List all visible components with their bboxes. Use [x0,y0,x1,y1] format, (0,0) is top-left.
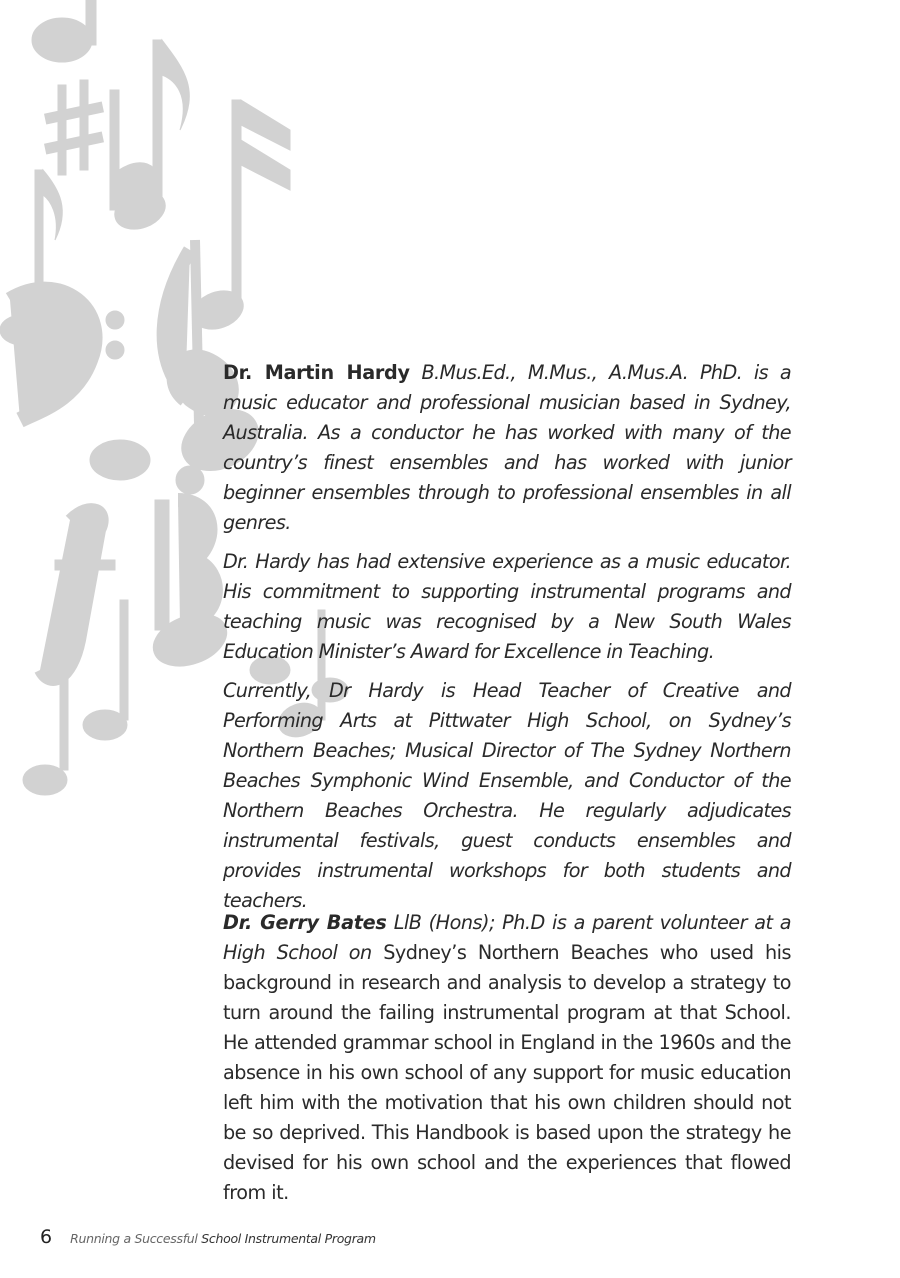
bio-gerry-bates [223,908,791,1208]
bio-paragraph [223,358,791,538]
page-footer [40,1226,376,1250]
running-title [70,1231,376,1246]
note-head-mid-icon [90,440,150,480]
bio-paragraph: Dr. Hardy has had extensive experience as a music educator. His commitment to supporting instrumental programs and teaching music was recognised by a New South Wales Education Minister’s Award for Excellence in Teaching. [223,550,791,663]
running-title-light: Running a Successful [70,1231,198,1246]
forte-sign-icon [40,509,115,680]
bio-credentials: LlB (Hons); Ph.D is a parent volunteer at a High School on [223,911,791,964]
beamed-pair-icon [146,500,234,676]
eighth-note-icon [109,40,189,236]
bio-paragraph [223,908,791,1208]
bio-paragraph: Currently, Dr Hardy is Head Teacher of Creative and Performing Arts at Pittwater High School, on Sydney’s Northern Beaches; Musical Director of The Sydney Northern Beaches Symphonic Wind Ensemble, and Conductor of the Northern Beaches Orchestra. He regularly adjudicates instrumental festivals, guest conducts ensembles and provides instrumental workshops for both students and teachers. [223,679,791,912]
note-stem-icon [86,0,96,45]
bass-clef-icon [10,290,124,420]
running-title-bold: School Instrumental Program [197,1231,376,1246]
author-name: Dr. Gerry Bates [223,911,387,934]
bio-text: B.Mus.Ed., M.Mus., A.Mus.A. PhD. is a music educator and professional musician based in Sydney, Australia. As a conductor he has worked with many of the country’s finest ensembles and has worked with junior beginner ensembles through to professional ensembles in all genres. [223,361,791,534]
author-name: Dr. Martin Hardy [223,361,410,384]
sharp-sign-icon [45,80,104,175]
beamed-notes-icon [187,100,290,336]
note-head-icon [32,18,92,62]
page-number: 6 [40,1226,53,1248]
bio-text: Sydney’s Northern Beaches who used his background in research and analysis to develop a strategy to turn around the failing instrumental program at that School. He attended grammar school in England in the 1960s and the absence in his own school of any support for music education left him with the motivation that his own children should not be so deprived. This Handbook is based upon the strategy he devised for his own school and the experiences that flowed from it. [223,941,791,1204]
bio-martin-hardy [223,358,791,916]
